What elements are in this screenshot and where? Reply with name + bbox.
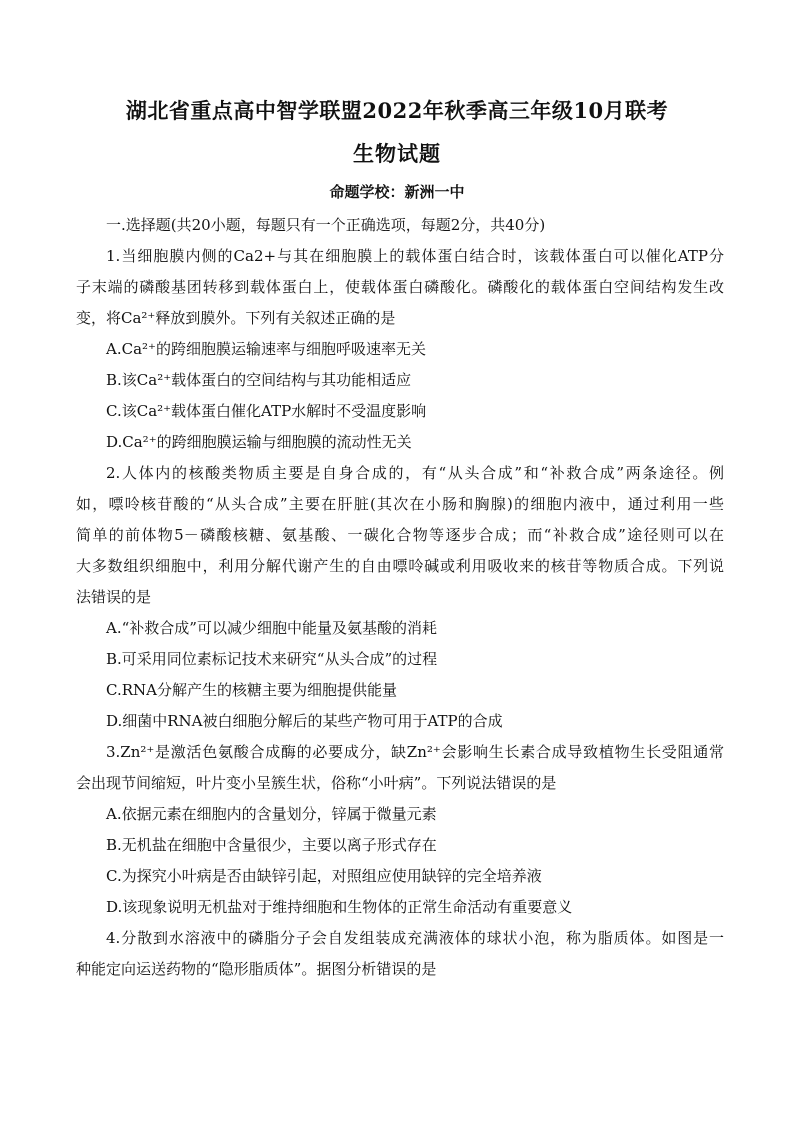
- option-b: B.该Ca²⁺载体蛋白的空间结构与其功能相适应: [106, 371, 412, 389]
- page-title: 湖北省重点高中智学联盟2022年秋季高三年级10月联考: [125, 98, 669, 123]
- section-heading: 一.选择题(共20小题，每题只有一个正确选项，每题2分，共40分): [106, 216, 546, 234]
- option-b: B.无机盐在细胞中含量很少，主要以离子形式存在: [106, 836, 437, 854]
- question-stem-line: 种能定向运送药物的“隐形脂质体”。据图分析错误的是: [76, 960, 437, 978]
- question-4: [76, 923, 724, 985]
- question-stem-line: 变，将Ca²⁺释放到膜外。下列有关叙述正确的是: [76, 309, 396, 327]
- question-stem-line: 2.人体内的核酸类物质主要是自身合成的，有“从头合成”和“补救合成”两条途径。例: [106, 464, 724, 482]
- question-stem-line: 大多数组织细胞中，利用分解代谢产生的自由嘌呤碱或利用吸收来的核苷等物质合成。下列说: [76, 557, 724, 575]
- question-2: [76, 458, 724, 737]
- option-c: C.该Ca²⁺载体蛋白催化ATP水解时不受温度影响: [106, 402, 427, 420]
- question-stem-line: 如，嘌呤核苷酸的“从头合成”主要在肝脏(其次在小肠和胸腺)的细胞内液中，通过利用一些: [76, 495, 724, 513]
- option-c: C.为探究小叶病是否由缺锌引起，对照组应使用缺锌的完全培养液: [106, 867, 542, 885]
- option-d: D.该现象说明无机盐对于维持细胞和生物体的正常生命活动有重要意义: [106, 898, 573, 916]
- question-stem-line: 会出现节间缩短，叶片变小呈簇生状，俗称“小叶病”。下列说法错误的是: [76, 774, 557, 792]
- option-a: A.“补救合成”可以减少细胞中能量及氨基酸的消耗: [106, 619, 437, 637]
- question-stem-line: 法错误的是: [76, 588, 152, 606]
- option-a: A.Ca²⁺的跨细胞膜运输速率与细胞呼吸速率无关: [106, 340, 426, 358]
- question-stem-line: 3.Zn²⁺是激活色氨酸合成酶的必要成分，缺Zn²⁺会影响生长素合成导致植物生长受阻通常: [106, 743, 724, 761]
- option-b: B.可采用同位素标记技术来研究“从头合成”的过程: [106, 650, 438, 668]
- option-c: C.RNA分解产生的核糖主要为细胞提供能量: [106, 681, 397, 699]
- school-line: 命题学校：新洲一中: [329, 183, 465, 201]
- option-a: A.依据元素在细胞内的含量划分，锌属于微量元素: [106, 805, 437, 823]
- question-stem-line: 4.分散到水溶液中的磷脂分子会自发组装成充满液体的球状小泡，称为脂质体。如图是一: [106, 929, 724, 947]
- option-d: D.Ca²⁺的跨细胞膜运输与细胞膜的流动性无关: [106, 433, 412, 451]
- question-stem-line: 1.当细胞膜内侧的Ca2+与其在细胞膜上的载体蛋白结合时，该载体蛋白可以催化ATP分: [106, 247, 724, 265]
- question-3: [76, 737, 724, 923]
- question-1: [76, 241, 724, 458]
- question-stem-line: 子末端的磷酸基团转移到载体蛋白上，使载体蛋白磷酸化。磷酸化的载体蛋白空间结构发生改: [76, 278, 724, 296]
- exam-content: [76, 210, 724, 985]
- question-stem-line: 简单的前体物5－磷酸核糖、氨基酸、一碳化合物等逐步合成；而“补救合成”途径则可以在: [76, 526, 724, 544]
- option-d: D.细菌中RNA被白细胞分解后的某些产物可用于ATP的合成: [106, 712, 503, 730]
- page-subtitle: 生物试题: [353, 141, 441, 166]
